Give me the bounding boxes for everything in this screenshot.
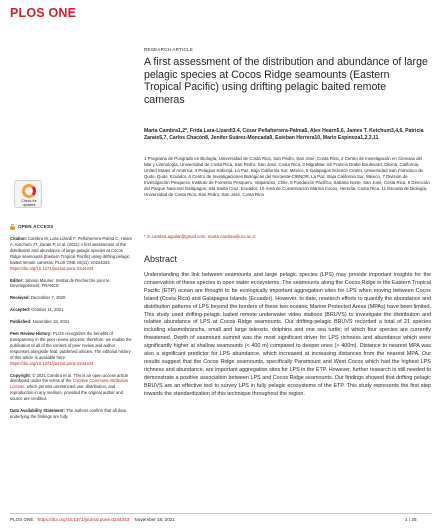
- received-block: [10, 295, 134, 301]
- published-label: Published:: [10, 319, 32, 325]
- article-title: A first assessment of the distribution and abundance of large pelagic species at Cocos Ridge seamounts (Eastern Tropical Pacific) using drifting pelagic baited remote cameras: [144, 56, 428, 106]
- data-availability-text: The authors confirm that all data underlying the findings are fully: [10, 408, 126, 419]
- citation-text: Cambra M, Lara-Lizardi F, Peñaherrera-Palma C, Hearn A, Ketchum JT, Zarate P, et al. (2021) A first assessment of the distribution and abundance of large pelagic species at Cocos Ridge seamounts (Eastern Tropical Pacific) using drifting pelagic baited remote cameras. PLoS ONE 16(11): e0244343.: [10, 236, 133, 265]
- footer-journal: PLOS ONE: [10, 517, 34, 522]
- editor-label: Editor:: [10, 277, 24, 283]
- corresponding-emails[interactable]: * m.cambra.aguilar@gmail.com, marta.cambra@ucr.ac.cr: [144, 234, 256, 239]
- accepted-label: Accepted:: [10, 307, 31, 313]
- editor-text: Johann Mourier, Institut de Recherche pour le Developpement, FRANCE: [10, 277, 110, 289]
- peer-review-text: PLOS recognizes the benefits of transparency in the peer review process; therefore, we enable the publication of all of the content of peer review and author responses alongside final, published articles. The editorial history of this article is available here:: [10, 331, 132, 360]
- received-date: December 7, 2020: [30, 295, 66, 301]
- received-label: Received:: [10, 295, 30, 301]
- footer-doi-link[interactable]: https://doi.org/10.1371/journal.pone.0244343: [37, 517, 130, 522]
- affiliations: 1 Programa de Posgrado en Biología, Universidad de Costa Rica, San Pedro, San José, Costa Rica, 2 Centro de Investigación en Ciencias del Mar y Limnología, Universidad de Costa Rica, San Pedro, San José, Costa Rica, 3 MigraMar, Sir Francis Drake Boulevard, Olema, California, United States of America, 4 Pelagios Kakunjá, La Paz, Baja California Sur, México, 5 Galapagos Science Center, Universidad San Francisco de Quito, Quito, Ecuador, 6 Centro de Investigaciones Biológicas del Noroeste-CIBNOR, La Paz, Baja California Sur, México, 7 División de Investigación Pesquera, Instituto de Fomento Pesquero, Valparaíso, Chile, 8 Fundación Pacífico, Sabana Norte, San José, Costa Rica, 9 Dirección del Parque Nacional Galápagos, Isla Santa Cruz, Ecuador, 10 Área de Conservación Marina Cocos, Heredia, Costa Rica, 11 Escuela de Biología, Universidad de Costa Rica, San Pedro, San José, Costa Rica: [144, 156, 430, 197]
- citation-block: [10, 236, 134, 271]
- copyright-text: © 2021 Cambra et al. This is an open access article distributed under the terms of the: [10, 372, 129, 384]
- data-availability-block: [10, 408, 134, 420]
- open-access-text: OPEN ACCESS: [18, 224, 54, 230]
- data-availability-label: Data Availability Statement:: [10, 408, 65, 414]
- peer-review-label: Peer Review History:: [10, 331, 52, 337]
- journal-logo[interactable]: PLOS ONE: [10, 6, 77, 20]
- open-lock-icon: [10, 224, 15, 230]
- published-date: November 18, 2021: [32, 319, 70, 325]
- open-access-label: [10, 224, 134, 230]
- copyright-block: [10, 373, 134, 403]
- article-sidebar: [10, 224, 134, 426]
- page-number: 1 / 25: [405, 517, 417, 522]
- published-block: [10, 319, 134, 325]
- article-type: RESEARCH ARTICLE: [144, 47, 194, 52]
- badge-label: Check for updates: [21, 199, 37, 207]
- copyright-label: Copyright:: [10, 372, 32, 378]
- abstract-heading: Abstract: [144, 254, 178, 264]
- footer-date: November 18, 2021: [134, 517, 175, 522]
- editor-block: [10, 278, 134, 290]
- peer-review-block: [10, 331, 134, 366]
- citation-doi-link[interactable]: https://doi.org/10.1371/journal.pone.0244343: [10, 265, 94, 271]
- footer-divider: [10, 513, 432, 514]
- accepted-date: October 11, 2021: [31, 307, 64, 313]
- footer-citation: [10, 517, 175, 522]
- peer-review-link[interactable]: https://doi.org/10.1371/journal.pone.0244343: [10, 360, 94, 366]
- abstract-text: Understanding the link between seamounts and large pelagic species (LPS) may provide important insights for the conservation of these species in open water ecosystems. The seamounts along the Cocos Ridge in the Eastern Tropical Pacific (ETP) ocean are thought to be ecologically important aggregation sites for LPS when moving between Cocos Island (Costa Rica) and Galapagos Islands (Ecuador). However, to date, research efforts to quantify the abundance and distribution patterns of LPS beyond the borders of these two oceanic Marine Protected Areas (MPAs) have been limited. This study used drifting-pelagic baited remote underwater video stations (BRUVS) to investigate the distribution and relative abundance of LPS at Cocos Ridge seamounts. Our drifting-pelagic BRUVS recorded a total of 21 species including elasmobranchs, small and large teleosts, dolphins and one sea turtle; of which four species are currently threatened. Depth of seamount summit was the most significant driver for LPS richness and abundance which were significantly higher at shallow seamounts (< 400 m) compared to deeper ones (> 400m). Distance to nearest MPA was also a significant predictor for LPS abundance, which increased at increasing distances from the nearest MPA. Our results suggest that the Cocos Ridge seamounts, specifically Paramount and West Cocos which had the highest LPS richness and abundance, are important aggregation sites for LPS in the ETP. However, further research is still needed to demonstrate a positive association between LPS and Cocos Ridge seamounts. Our findings showed that drifting pelagic BRUVS are an effective tool to survey LPS in fully pelagic ecosystems of the ETP. This study represents the first step towards the standardization of this technique throughout the region.: [144, 272, 431, 397]
- license-link[interactable]: Creative Commons Attribution License,: [10, 378, 129, 390]
- copyright-tail: which permits unrestricted use, distribution, and reproduction in any medium, provided the original author and source are credited.: [10, 384, 123, 402]
- update-icon: [22, 184, 36, 198]
- accepted-block: [10, 307, 134, 313]
- check-for-updates-badge[interactable]: [14, 180, 42, 208]
- author-list: Marta Cambra1,2*, Frida Lara-Lizardi3,4, César Peñaherrera-Palma5, Alex Hearn5,6, James T. Ketchum3,4,6, Patricia Zarate5,7, Carlos Chacón8, Jenifer Suárez-Moncada9, Esteban Herrera10, Mario Espinoza1,2,3,11: [144, 128, 424, 142]
- citation-label: Citation:: [10, 236, 27, 242]
